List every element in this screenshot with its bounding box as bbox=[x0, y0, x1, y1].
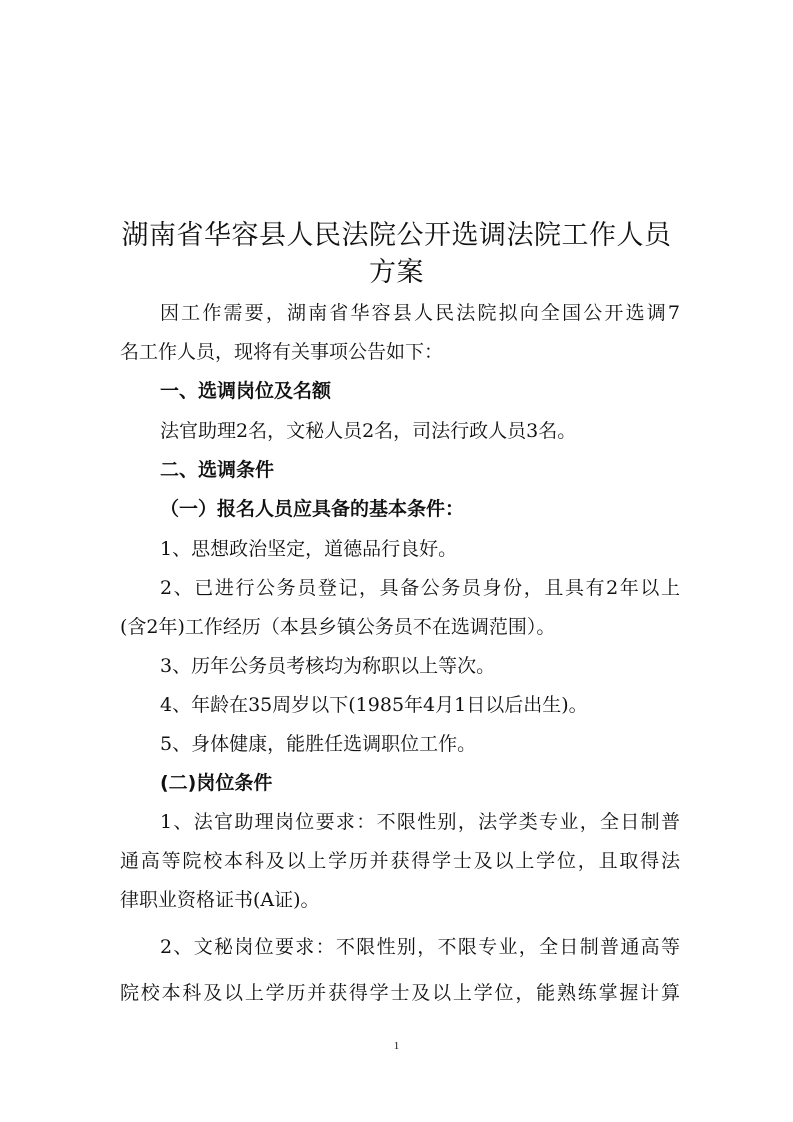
page-number: 1 bbox=[393, 1040, 400, 1052]
list-item-secretary-line-2: 院校本科及以上学历并获得学士及以上学位，能熟练掌握计算 bbox=[120, 982, 680, 1004]
paragraph-intro-line-1: 因工作需要，湖南省华容县人民法院拟向全国公开选调7 bbox=[160, 302, 680, 324]
paragraph-intro-line-2: 名工作人员，现将有关事项公告如下： bbox=[120, 341, 444, 363]
list-item-condition-2-line-1: 2、已进行公务员登记，具备公务员身份，且具有2年以上 bbox=[160, 577, 680, 599]
section-heading-conditions: 二、选调条件 bbox=[160, 459, 275, 481]
document-title-line-1: 湖南省华容县人民法院公开选调法院工作人员 bbox=[121, 220, 672, 251]
list-item-condition-3: 3、历年公务员考核均为称职以上等次。 bbox=[160, 655, 496, 677]
document-title-line-2: 方案 bbox=[369, 257, 424, 288]
list-item-condition-4: 4、年龄在35周岁以下(1985年4月1日以后出生)。 bbox=[160, 694, 588, 716]
list-item-secretary-line-1: 2、文秘岗位要求：不限性别，不限专业，全日制普通高等 bbox=[160, 936, 680, 958]
list-item-condition-1: 1、思想政治坚定，道德品行良好。 bbox=[160, 538, 458, 560]
list-item-condition-2-line-2: (含2年)工作经历（本县乡镇公务员不在选调范围）。 bbox=[120, 616, 556, 638]
subsection-heading-basic-conditions: （一）报名人员应具备的基本条件： bbox=[160, 498, 465, 520]
section-heading-positions: 一、选调岗位及名额 bbox=[160, 380, 332, 402]
paragraph-positions: 法官助理2名，文秘人员2名，司法行政人员3名。 bbox=[160, 420, 577, 442]
list-item-judge-assistant-line-1: 1、法官助理岗位要求：不限性别，法学类专业，全日制普 bbox=[160, 811, 680, 833]
list-item-condition-5: 5、身体健康，能胜任选调职位工作。 bbox=[160, 733, 477, 755]
subsection-heading-position-conditions: (二)岗位条件 bbox=[160, 772, 273, 794]
list-item-judge-assistant-line-3: 律职业资格证书(A证)。 bbox=[120, 889, 320, 911]
list-item-judge-assistant-line-2: 通高等院校本科及以上学历并获得学士及以上学位，且取得法 bbox=[120, 850, 680, 872]
